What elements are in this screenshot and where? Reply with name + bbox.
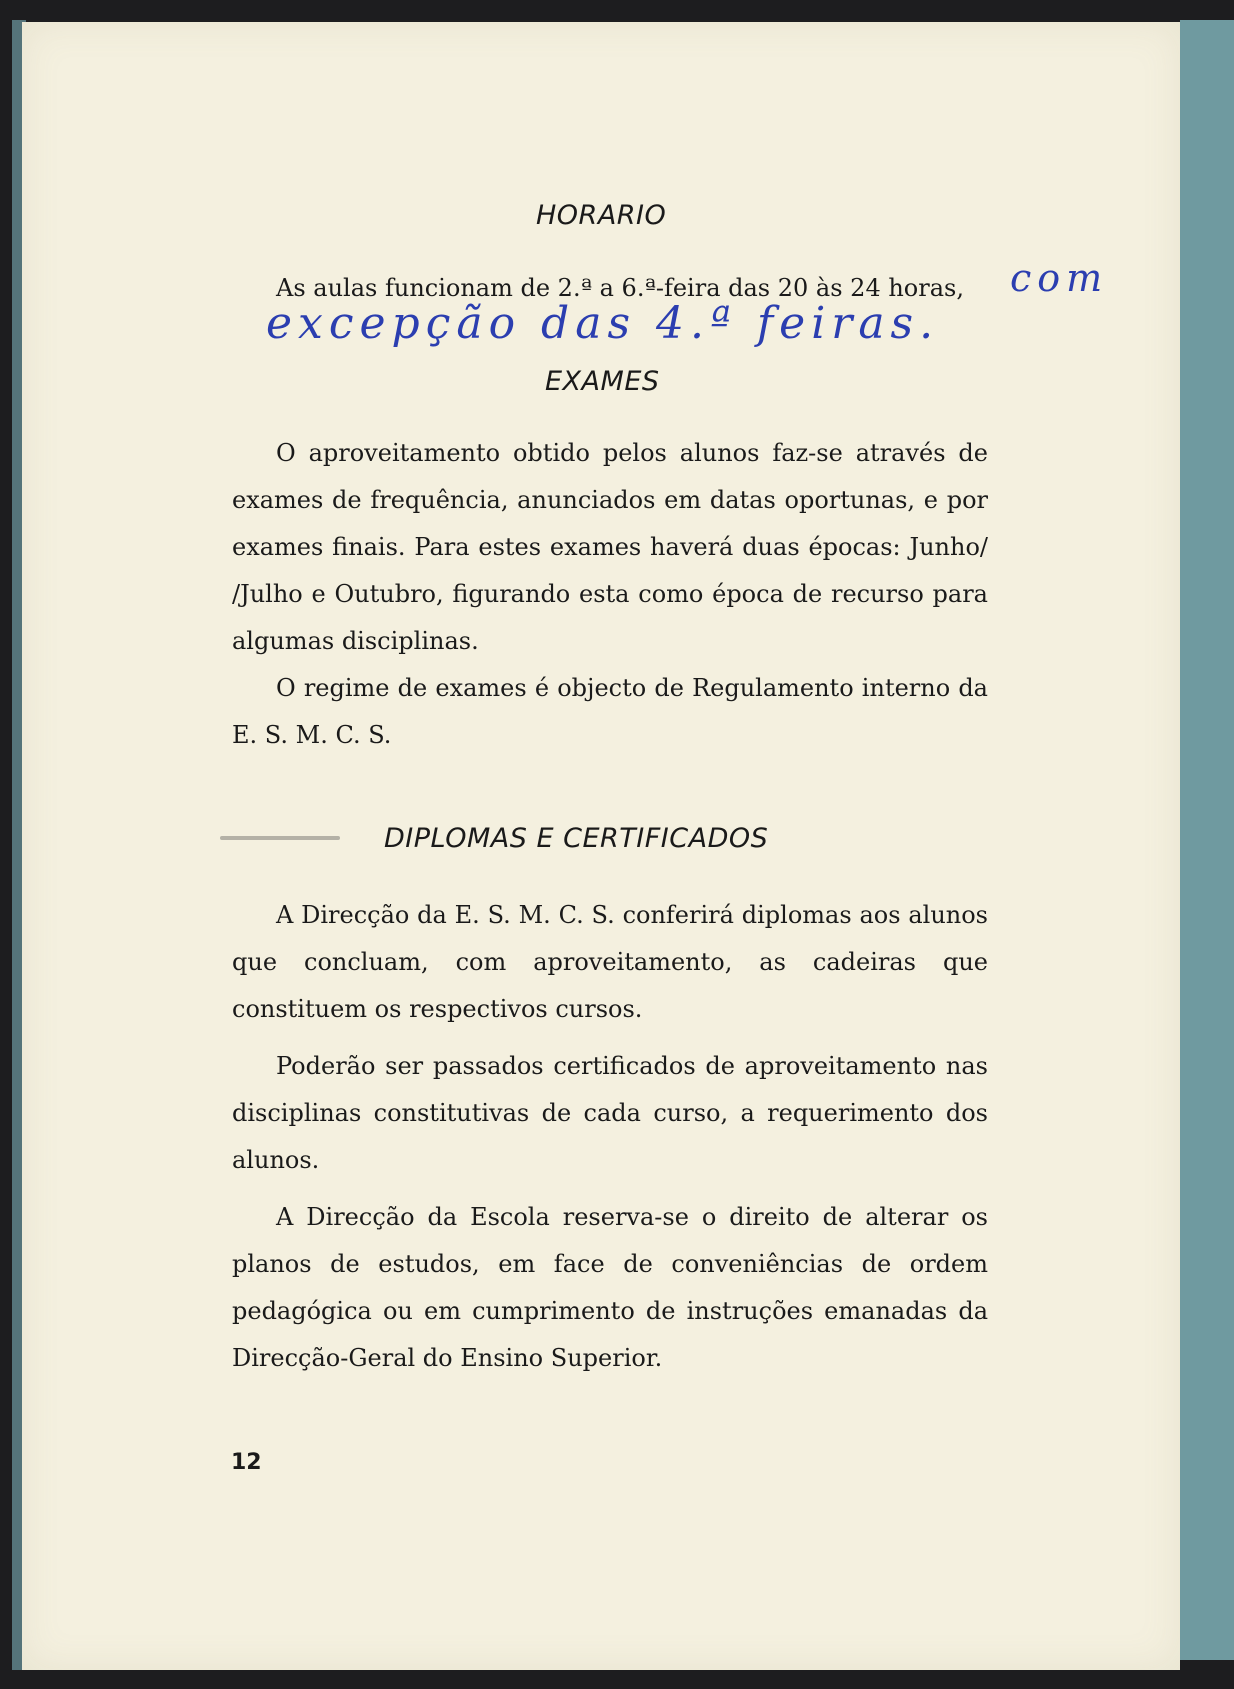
diplomas-heading: DIPLOMAS E CERTIFICADOS [384,823,769,854]
page-number: 12 [231,1450,262,1475]
exames-paragraph-1: O aproveitamento obtido pelos alunos faz-se através de exames de frequência, anunciados em datas oportunas, e por exames finais. Para estes exames haverá duas épocas: Junho/ /Julho e Outubro, figurando esta como época de recurso para algumas disciplinas. [232,439,988,655]
exames-heading: EXAMES [545,366,660,397]
diplomas-paragraph-1: A Direcção da E. S. M. C. S. conferirá diplomas aos alunos que concluam, com aproveitamento, as cadeiras que constituem os respectivos cursos. [232,901,988,1023]
exames-paragraph-2: O regime de exames é objecto de Regulamento interno da E. S. M. C. S. [232,674,988,749]
handwritten-annotation-end: com [1010,256,1109,300]
diplomas-section [232,892,988,1382]
horario-heading: HORARIO [536,200,667,231]
back-cover-edge [1180,20,1234,1660]
exames-section [232,430,988,759]
handwritten-annotation-line: excepção das 4.ª feiras. [266,298,940,349]
diplomas-paragraph-2: Poderão ser passados certificados de aproveitamento nas disciplinas constitutivas de cada curso, a requerimento dos alunos. [232,1052,988,1174]
ink-smudge [220,836,340,840]
diplomas-paragraph-3: A Direcção da Escola reserva-se o direito de alterar os planos de estudos, em face de conveniências de ordem pedagógica ou em cumprimento de instruções emanadas da Direcção-Geral do Ensino Superior. [232,1203,988,1372]
horario-text: As aulas funcionam de 2.ª a 6.ª-feira das 20 às 24 horas, [276,274,964,302]
